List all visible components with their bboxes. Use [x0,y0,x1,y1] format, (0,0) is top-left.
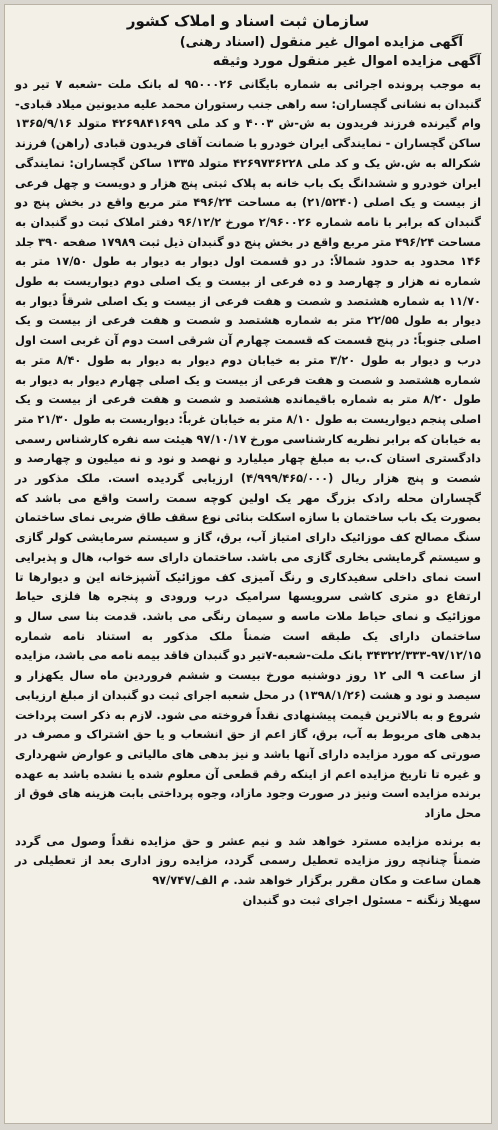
notice-heading-collateral: آگهی مزایده اموال غیر منقول مورد وثیقه [212,54,481,69]
newspaper-clipping [4,4,492,1124]
notice-closing [15,832,481,891]
notice-code: م الف/۹۷/۷۴۷ [152,873,230,888]
organization-title: سازمان ثبت اسناد و املاک کشور [126,12,370,30]
notice-heading-pledged-documents: آگهی مزایده اموال غیر منقول (اسناد رهنی) [179,35,463,50]
closing-text: به برنده مزایده مسترد خواهد شد و نیم عشر و حق مزایده نقداً وصول می گردد ضمناً چنانچه روز مزایده تعطیل رسمی گردد، مزایده روز اداری بعد از تعطیلی در همان ساعت و مکان مقرر برگزار خواهد شد. [15,833,481,888]
notice-body: به موجب پرونده اجرائی به شماره بایگانی ۹۵۰۰۰۲۶ له بانک ملت -شعبه ۷ تیر دو گنبدان به نشانی گچساران: سه راهی جنب رستوران محمد علیه مدیونین میلاد قبادی- وام گیرنده فرزند فریدون به ش-ش ۴۰۰۳ و کد ملی ۴۲۶۹۸۴۱۶۹۹ متولد ۱۳۶۵/۹/۱۶ ساکن گچساران - نمایندگی ایران خودرو با ضمانت آقای فریدون قبادی (راهن) فرزند شکراله به ش.ش یک و کد ملی ۴۲۶۹۷۳۶۲۲۸ متولد ۱۳۳۵ ساکن گچساران: نمایندگی ایران خودرو و ششدانگ یک باب خانه به پلاک ثبتی پنج هزار و دویست و چهل فرعی از بیست و یک اصلی (۲۱/۵۲۴۰) به مساحت ۴۹۶/۲۴ متر مربع واقع در بخش پنج دو گنبدان که برابر با نامه شماره ۲/۹۶۰۰۲۶ مورخ ۹۶/۱۲/۲ دفتر املاک ثبت دو گنبدان به مساحت ۴۹۶/۲۴ متر مربع واقع در بخش پنج دو گنبدان ذیل ثبت ۱۷۹۸۹ صفحه ۳۹۰ جلد ۱۴۶ محدود به حدود شمالاً: در دو قسمت اول دیوار به دیوار به طول ۱۷/۵۰ متر به شماره نه هزار و چهارصد و ده فرعی از بیست و یک اصلی دوم دیواریست به طول ۱۱/۷۰ به شماره هشتصد و شصت و هفت فرعی از بیست و یک اصلی شرقاً دیوار به دیوار به طول ۲۲/۵۵ متر به شماره هشتصد و شصت و هفت فرعی از بیست و یک اصلی جنوباً: در پنج قسمت که قسمت چهارم آن شرقی است دوم آن غربی است اول درب و دیوار به طول ۳/۲۰ متر به خیابان دوم دیوار به دیوار به طول ۸/۴۰ متر به شماره هشتصد و شصت و هفت فرعی از بیست و یک اصلی چهارم دیوار به دیوار به طول ۸/۲۰ متر به شماره باقیمانده هشتصد و شصت و هفت فرعی از بیست و یک اصلی پنجم دیواریست به طول ۸/۱۰ متر به خیابان غرباً: دیواریست به طول ۲۱/۳۰ متر به خیابان که برابر نظریه کارشناسی مورخ ۹۷/۱۰/۱۷ هیئت سه نفره کارشناس رسمی دادگستری استان ک.ب به مبلغ چهار میلیارد و نهصد و نود و نه میلیون و چهارصد و شصت و پنج هزار ریال (۴/۹۹۹/۴۶۵/۰۰۰) ارزیابی گردیده است. ملک مذکور در گچساران محله رادک بزرگ مهر یک اولین کوچه سمت راست واقع می باشد که بصورت یک باب ساختمان با سازه اسکلت بنائی نوع سقف طاق ضربی نمای ساختمان سنگ مصالح کف موزائیک دارای امتیاز آب، برق، گاز و سیستم سرمایشی کولر گازی و سیستم گرمایشی بخاری گازی می باشد. ساختمان دارای سه خواب، هال و پذیرایی است نمای داخلی سفیدکاری و رنگ آمیزی کف موزائیک آشپزخانه این و دیوارها تا ارتفاع دو متری کاشی سرویسها سرامیک درب ورودی و پنجره ها فلزی حیاط موزائیک و نمای حیاط ملات ماسه و سیمان رنگی می باشد. قدمت بنا سی سال و ساختمان دارای یک طبقه است ضمناً ملک مذکور به استناد نامه شماره ۹۷/۱۲/۱۵-۳۴۳۲۲/۳۳۳ بانک ملت-شعبه-۷تیر دو گنبدان فاقد بیمه نامه می باشد، مزایده از ساعت ۹ الی ۱۲ روز دوشنبه مورخ بیست و ششم فروردین ماه سال یکهزار و سیصد و نود و هشت (۱۳۹۸/۱/۲۶) در محل شعبه اجرای ثبت دو گنبدان از مبلغ ارزیابی شروع و به بالاترین قیمت پیشنهادی نقداً فروخته می شود. لازم به ذکر است پرداخت بدهی های مربوط به آب، برق، گاز اعم از حق انشعاب و یا حق اشتراک و مصرف در صورتی که مورد مزایده دارای آنها باشد و نیز بدهی های مالیاتی و عوارض شهرداری و غیره تا تاریخ مزایده اعم از اینکه رقم قطعی آن معلوم شده یا نشده باشد به عهده برنده مزایده است ونیز در صورت وجود مازاد، وجوه پرداختی بابت هزینه های فوق از محل مازاد [15,77,482,821]
signature-line: سهیلا زنگنه – مسئول اجرای ثبت دو گنبدان [242,892,481,907]
